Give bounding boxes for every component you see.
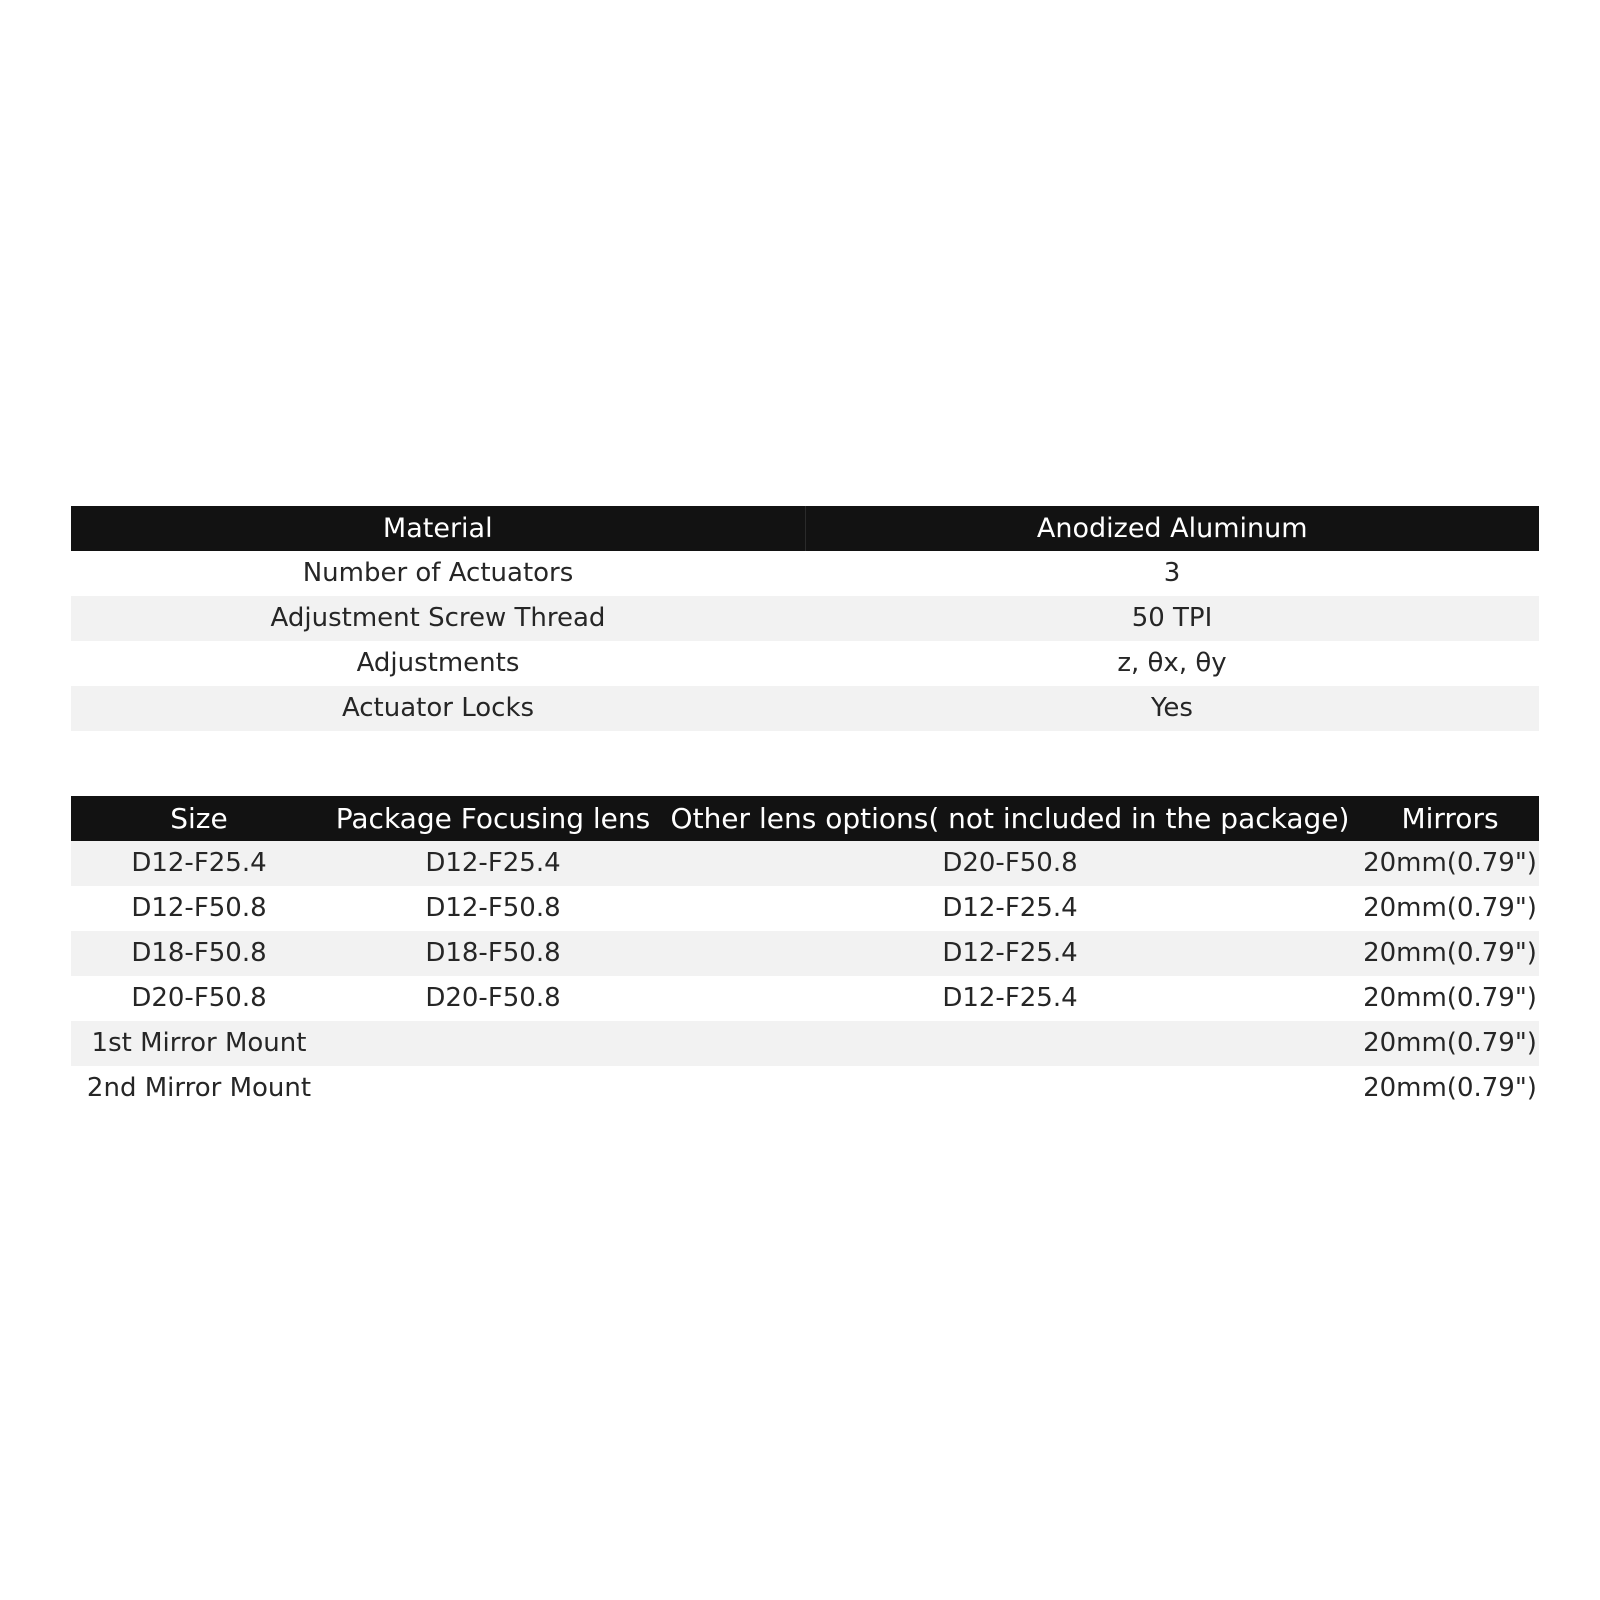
column-header-size: Size (170, 802, 228, 835)
size-cell: D12-F50.8 (131, 893, 267, 923)
specifications-table (71, 506, 1539, 731)
package-lens-cell: D18-F50.8 (425, 938, 561, 968)
column-header-other-lens-options: Other lens options( not included in the package) (670, 802, 1350, 835)
mirrors-cell: 20mm(0.79") (1363, 848, 1537, 878)
spec-value: Yes (1151, 693, 1193, 723)
package-lens-cell: D12-F25.4 (425, 848, 561, 878)
package-lens-cell: D20-F50.8 (425, 983, 561, 1013)
size-cell: D20-F50.8 (131, 983, 267, 1013)
size-cell: D18-F50.8 (131, 938, 267, 968)
spec-value: 50 TPI (1131, 603, 1213, 633)
table-row (71, 931, 1539, 976)
other-lens-cell: D20-F50.8 (942, 848, 1078, 878)
other-lens-cell: D12-F25.4 (942, 938, 1078, 968)
lens-size-table (71, 796, 1539, 1111)
table-row (71, 976, 1539, 1021)
spec-label: Actuator Locks (341, 693, 535, 723)
size-header-row (71, 796, 1539, 841)
spec-header-value: Anodized Aluminum (1036, 513, 1308, 544)
mirrors-cell: 20mm(0.79") (1363, 983, 1537, 1013)
package-lens-cell: D12-F50.8 (425, 893, 561, 923)
spec-label: Adjustments (356, 648, 520, 678)
spec-value: 3 (1163, 558, 1181, 588)
spec-header-row (71, 506, 1539, 551)
table-row (71, 1066, 1539, 1111)
size-cell: 2nd Mirror Mount (86, 1073, 312, 1103)
mirrors-cell: 20mm(0.79") (1363, 938, 1537, 968)
spec-row (71, 641, 1539, 686)
column-header-package-focusing-lens: Package Focusing lens (335, 802, 651, 835)
spec-value: z, θx, θy (1117, 648, 1227, 678)
table-row (71, 886, 1539, 931)
spec-label: Adjustment Screw Thread (270, 603, 606, 633)
spec-header-label: Material (71, 506, 806, 551)
spec-row (71, 686, 1539, 731)
other-lens-cell: D12-F25.4 (942, 983, 1078, 1013)
spec-row (71, 551, 1539, 596)
spec-label: Number of Actuators (302, 558, 574, 588)
spec-row (71, 596, 1539, 641)
size-cell: 1st Mirror Mount (91, 1028, 307, 1058)
mirrors-cell: 20mm(0.79") (1363, 1028, 1537, 1058)
mirrors-cell: 20mm(0.79") (1363, 893, 1537, 923)
column-header-mirrors: Mirrors (1401, 802, 1499, 835)
table-row (71, 841, 1539, 886)
size-cell: D12-F25.4 (131, 848, 267, 878)
mirrors-cell: 20mm(0.79") (1363, 1073, 1537, 1103)
table-row (71, 1021, 1539, 1066)
other-lens-cell: D12-F25.4 (942, 893, 1078, 923)
